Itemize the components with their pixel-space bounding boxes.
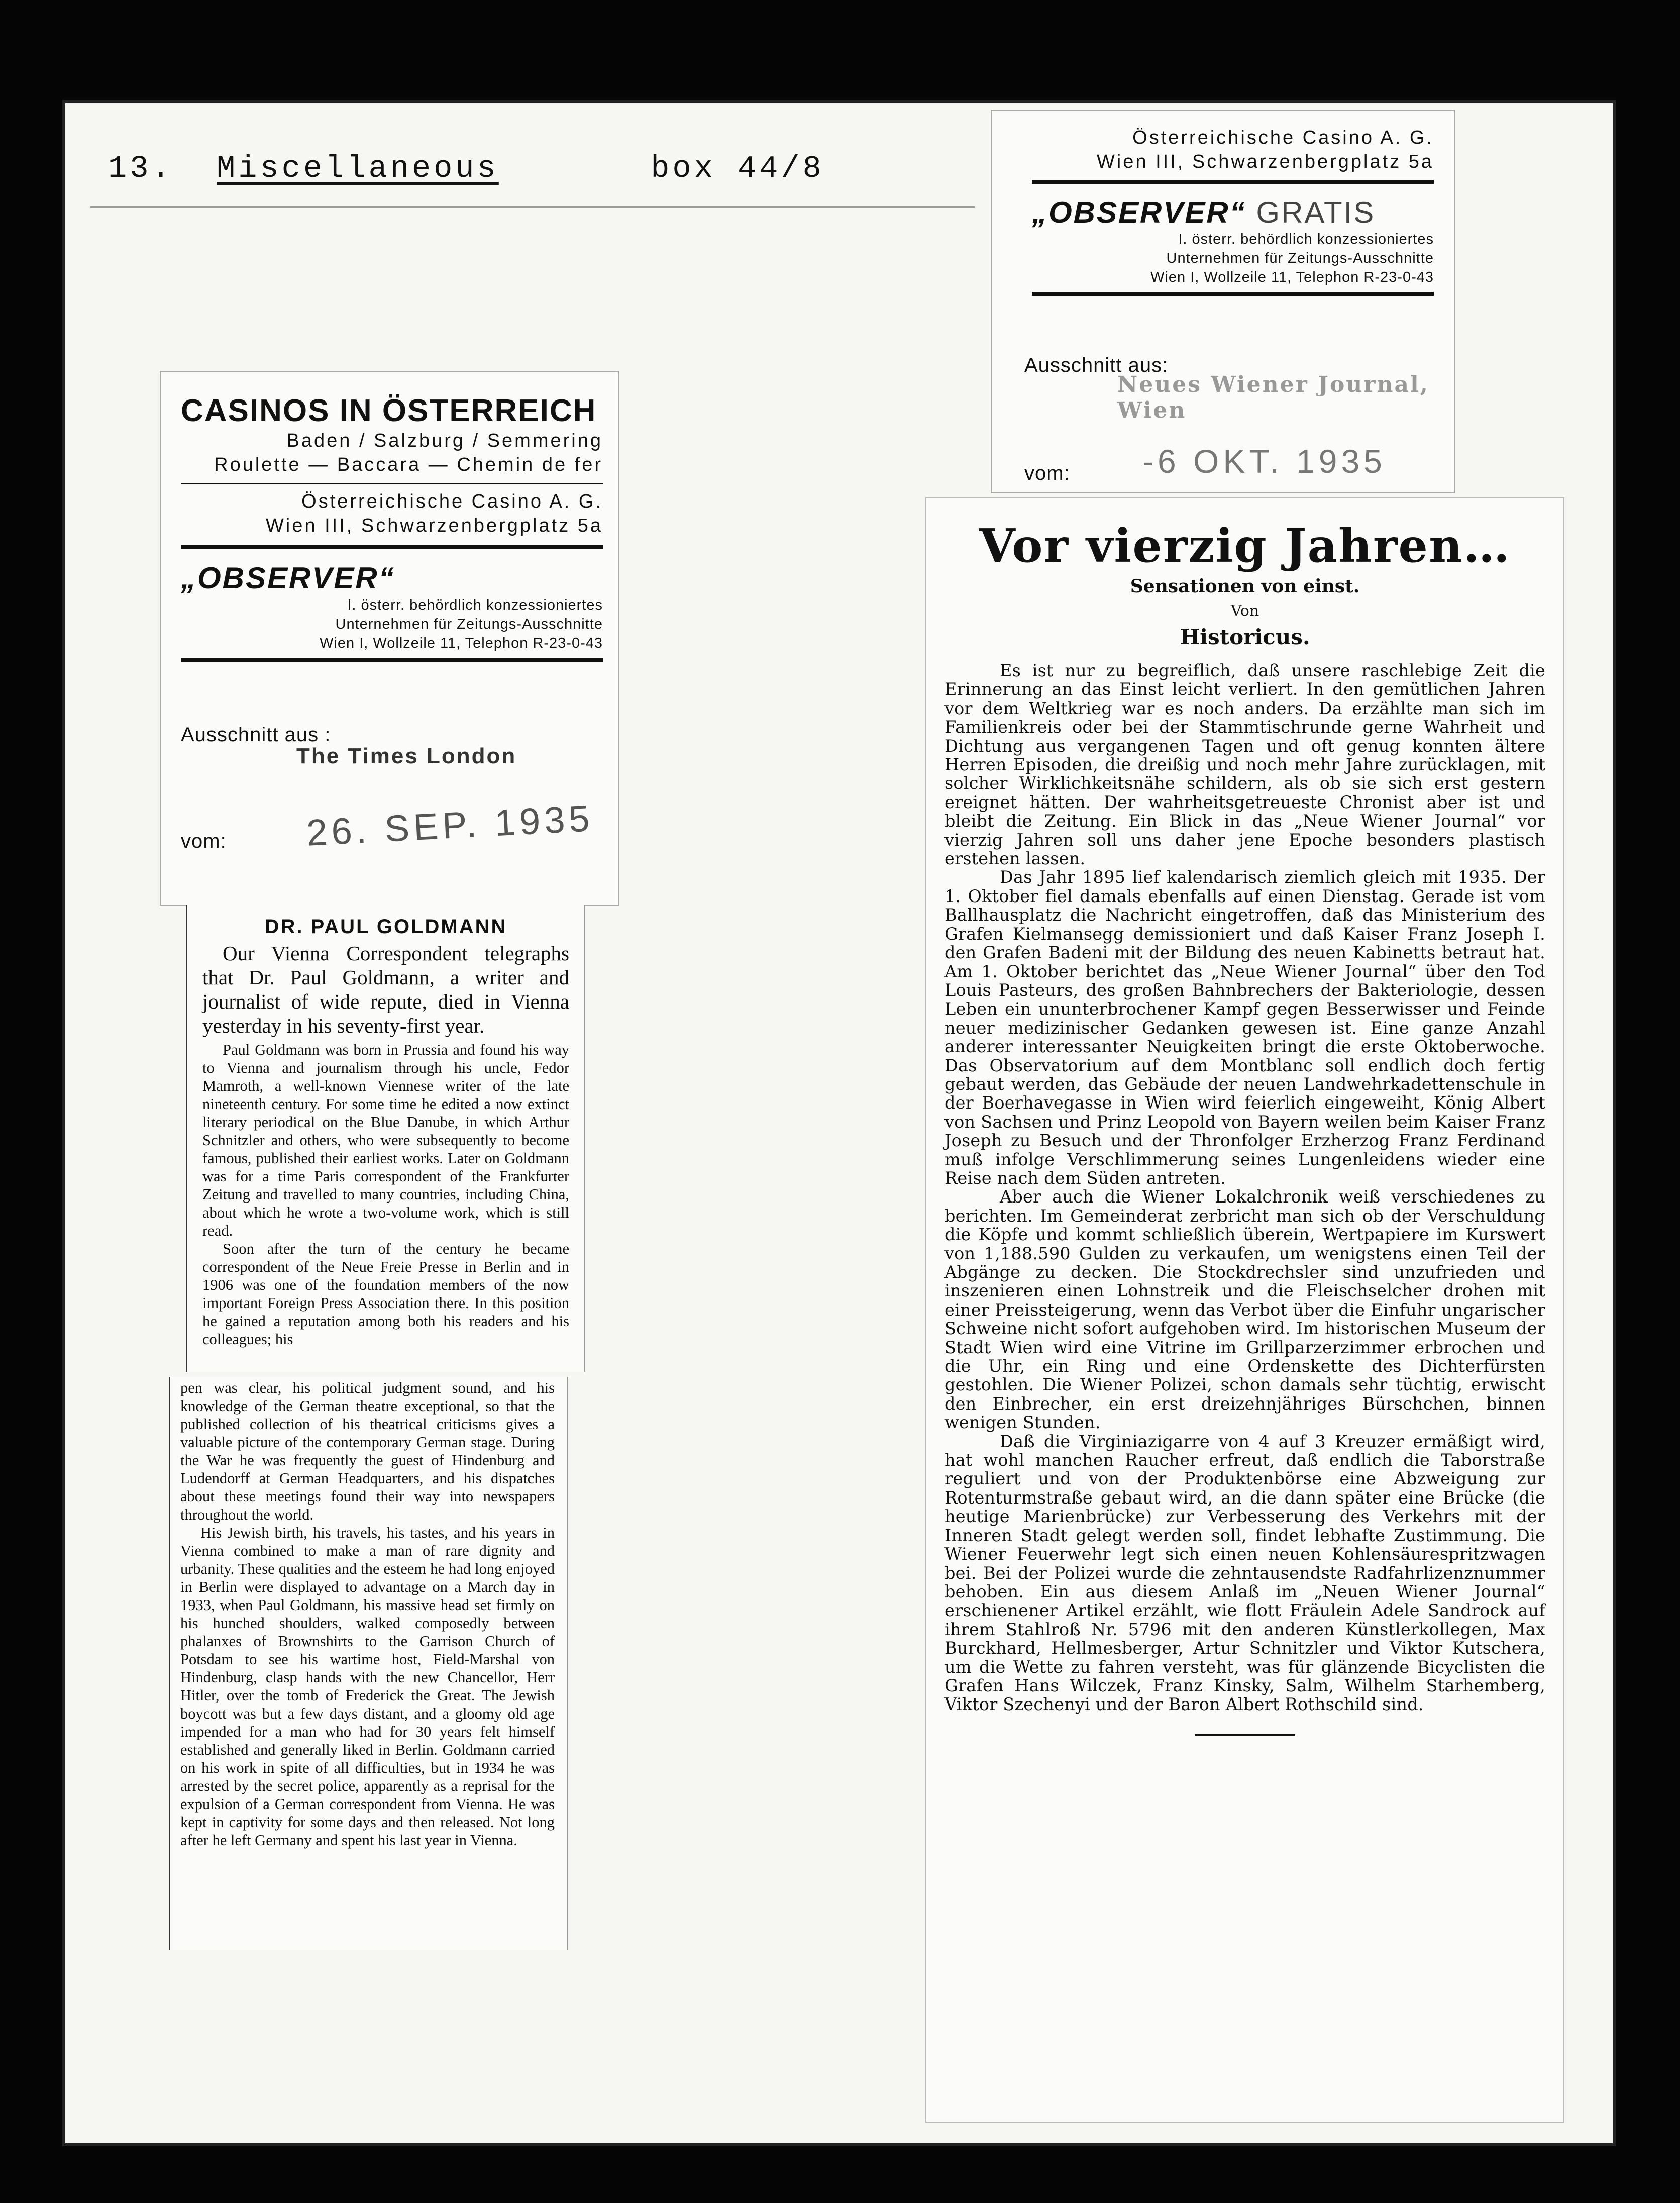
date-stamp: 26. SEP. 1935 xyxy=(305,797,595,854)
article-byline-von: Von xyxy=(1230,602,1259,620)
observer-line-2: Unternehmen für Zeitungs-Ausschnitte xyxy=(335,616,603,632)
article-paragraph: Es ist nur zu begreiflich, daß unsere raschlebige Zeit die Erinnerung an das Einst leicht verliert. In den gemütlichen Jahren vor dem Weltkrieg war es noch anders. Da erzählte man sich im Familienkreis oder bei der Stammtischrunde gerne Wahrheit und Dichtung aus vergangenen Tagen und oft genug konnten ältere Herren Episoden, die dreißig und noch mehr Jahre zurücklagen, mit solcher Wirklichkeitsnähe schildern, als ob sie sich erst gestern ereignet hätten. Der wahrheitsgetreueste Chronist aber ist und bleibt die Zeitung. Ein Blick in das „Neue Wiener Journal“ vor vierzig Jahren soll uns daher jene Epoche besonders plastisch erstehen lassen. xyxy=(944,661,1545,869)
article-title: DR. PAUL GOLDMANN xyxy=(264,916,507,938)
casinos-title: CASINOS IN ÖSTERREICH xyxy=(181,393,597,428)
english-obituary-clipping xyxy=(186,905,585,1372)
casino-games: Roulette — Baccara — Chemin de fer xyxy=(214,454,603,475)
vom-label: vom: xyxy=(1024,462,1070,484)
ausschnitt-label: Ausschnitt aus: xyxy=(1024,354,1169,376)
page-header xyxy=(108,151,824,186)
article-lead: Our Vienna Correspondent telegraphs that Dr. Paul Goldmann, a writer and journalist of wide repute, died in Vienna yesterday in his seventy-first year. xyxy=(202,942,569,1037)
company-name: Österreichische Casino A. G. xyxy=(1132,127,1434,148)
box-number: box 44/8 xyxy=(651,151,824,186)
stamp-divider-bottom xyxy=(181,658,603,662)
article-subtitle: Sensationen von einst. xyxy=(1130,576,1360,597)
article-author: Historicus. xyxy=(1180,625,1310,649)
stamp-divider-bottom xyxy=(1032,292,1434,296)
english-obituary-continuation xyxy=(169,1377,568,1950)
ausschnitt-label: Ausschnitt aus : xyxy=(181,724,331,746)
company-address: Wien III, Schwarzenbergplatz 5a xyxy=(265,515,603,536)
casino-locations: Baden / Salzburg / Semmering xyxy=(286,430,603,451)
source-stamp: The Times London xyxy=(296,744,517,768)
company-address: Wien III, Schwarzenbergplatz 5a xyxy=(1096,151,1434,172)
article-paragraph: Das Jahr 1895 lief kalendarisch ziemlich gleich mit 1935. Der 1. Oktober fiel damals ebenfalls auf einen Dienstag. Gerade ist vom Ballhausplatz die Nachricht eingetroffen, daß das Ministerium des Grafen Kielmansegg demissioniert und daß Kaiser Franz Joseph I. den Grafen Badeni mit der Bildung des neuen Kabinetts betraut hat. Am 1. Oktober berichtet das „Neue Wiener Journal“ über den Tod Louis Pasteurs, des großen Bahnbrechers der Bakteriologie, dessen Leben ein ununterbrochener Kampf gegen Besserwisser und Feinde neuer medizinischer Gedanken gewesen ist. Eine ganze Anzahl anderer interessanter Neuigkeiten bringt die erste Oktoberwoche. Das Observatorium auf dem Montblanc soll endlich doch fertig gebaut werden, das Gebäude der neuen Landwehrkadettenschule in der Boerhavegasse in Wien wird feierlich eingeweiht, König Albert von Sachsen und Prinz Leopold von Bayern weilen beim Kaiser Franz Joseph zu Besuch und der Thronfolger Erzherzog Franz Ferdinand muß infolge Verschlimmerung seines Lungenleidens wieder eine Reise nach dem Süden antreten. xyxy=(944,867,1545,1188)
gratis-stamp: GRATIS xyxy=(1256,195,1376,229)
header-rule xyxy=(90,206,975,208)
right-clipping-stamp xyxy=(991,110,1455,493)
left-clipping-stamp xyxy=(160,371,619,906)
article-paragraph: pen was clear, his political judgment sound, and his knowledge of the German theatre exceptional, so that the published collection of his theatrical criticisms gives a valuable picture of the contemporary German stage. During the War he was frequently the guest of Hindenburg and Ludendorff at German Headquarters, and his dispatches about these meetings found their way into newspapers throughout the world. xyxy=(180,1379,555,1523)
article-paragraph: Aber auch die Wiener Lokalchronik weiß verschiedenes zu berichten. Im Gemeinderat zerbricht man sich ob der Verschuldung die Köpfe und kommt schließlich überein, Wertpapiere im Kurswert von 1,188.590 Gulden zu verkaufen, um wenigstens einen Teil der Abgänge zu decken. Die Stockdrechsler sind unzufrieden und inszenieren einen Lohnstreik und die Fleischselcher drohen mit einer Preissteigerung, wenn das Verbot über die Einfuhr ungarischer Schweine nicht sofort aufgehoben wird. Im historischen Museum der Stadt Wien wird eine Vitrine im Grillparzerzimmer erbrochen und die Uhr, ein Ring und eine Ordenskette des Dichterfürsten gestohlen. Die Wiener Polizei, schon damals sehr tüchtig, erwischt den Einbrecher, ein erst dreizehnjähriges Bürschchen, binnen wenigen Stunden. xyxy=(944,1187,1545,1433)
observer-logo xyxy=(1032,195,1434,230)
stamp-divider-thick xyxy=(1032,180,1434,184)
observer-line-1: I. österr. behördlich konzessioniertes xyxy=(347,597,603,613)
observer-line-2: Unternehmen für Zeitungs-Ausschnitte xyxy=(1166,250,1434,266)
article-end-rule xyxy=(1195,1734,1295,1736)
observer-name: „OBSERVER“ xyxy=(1032,195,1246,229)
source-stamp: Neues Wiener Journal, Wien xyxy=(1117,372,1429,423)
observer-line-3: Wien I, Wollzeile 11, Telephon R-23-0-43 xyxy=(1150,269,1434,285)
article-paragraph: Paul Goldmann was born in Prussia and found his way to Vienna and journalism through his uncle, Fedor Mamroth, a well-known Viennese writer of the late nineteenth century. For some time he edited a now extinct literary periodical on the Blue Danube, in which Arthur Schnitzler and others, who were subsequently to become famous, published their earliest works. Later on Goldmann was for a time Paris correspondent of the Frankfurter Zeitung and travelled to many countries, including China, about which he wrote a two-volume work, which is still read. xyxy=(202,1041,569,1239)
article-paragraph: Soon after the turn of the century he became correspondent of the Neue Freie Presse in Berlin and in 1906 was one of the foundation members of the now important Foreign Press Association there. In this position he gained a reputation among both his readers and his colleagues; his xyxy=(202,1240,569,1348)
section-title: Miscellaneous xyxy=(217,151,499,186)
stamp-divider-thick xyxy=(181,545,603,549)
article-paragraph: Daß die Virginiazigarre von 4 auf 3 Kreuzer ermäßigt wird, hat wohl manchen Raucher erfreut, daß endlich die Taborstraße reguliert und von der Produktenbörse eine Abzweigung zur Rotenturmstraße gebaut wird, an die dann später eine Brücke (die heutige Marienbrücke) zur Verbesserung des Verkehrs mit der Inneren Stadt gelegt werden soll, findet lebhafte Zustimmung. Die Wiener Feuerwehr legt sich einen neuen Kohlensäurespritzwagen bei. Bei der Polizei wurde die zehntausendste Radfahrlizenznummer behoben. Ein aus diesem Anlaß im „Neuen Wiener Journal“ erschienener Artikel erzählt, wie flott Fräulein Adele Sandrock auf ihrem Stahlroß Nr. 5796 mit den anderen Künstlerkollegen, Max Burckhard, Hellmesberger, Artur Schnitzler und Viktor Kutschera, um die Wette zu fahren versteht, was für glänzende Bicyclisten die Grafen Hans Wilczek, Franz Kinsky, Salm, Wilhelm Starhemberg, Viktor Szechenyi und der Baron Albert Rothschild sind. xyxy=(944,1431,1545,1715)
date-stamp: -6 OKT. 1935 xyxy=(1142,443,1386,480)
article-body xyxy=(944,661,1545,1714)
observer-line-1: I. österr. behördlich konzessioniertes xyxy=(1178,231,1434,247)
article-paragraph: His Jewish birth, his travels, his tastes, and his years in Vienna combined to make a man of rare dignity and urbanity. These qualities and the esteem he had long enjoyed in Berlin were displayed to advantage on a March day in 1933, when Paul Goldmann, his massive head set firmly on his hunched shoulders, walked composedly between phalanxes of Brownshirts to the Garrison Church of Potsdam to see his wartime host, Field-Marshal von Hindenburg, clasp hands with the new Chancellor, Herr Hitler, over the tomb of Frederick the Great. The Jewish boycott was but a few days distant, and a gloomy old age impended for a man who had for 30 years felt himself established and generally liked in Berlin. Goldmann carried on his work in spite of all difficulties, but in 1934 he was arrested by the secret police, apparently as a reprisal for the expulsion of a German correspondent from Vienna. He was kept in captivity for some days and then released. Not long after he left Germany and spent his last year in Vienna. xyxy=(180,1524,555,1849)
vom-label: vom: xyxy=(181,830,227,852)
company-name: Österreichische Casino A. G. xyxy=(301,491,603,512)
observer-line-3: Wien I, Wollzeile 11, Telephon R-23-0-43 xyxy=(320,635,603,651)
observer-logo: „OBSERVER“ xyxy=(181,561,395,595)
section-number: 13. xyxy=(108,151,173,186)
article-title: Vor vierzig Jahren… xyxy=(979,519,1511,573)
stamp-divider xyxy=(181,483,603,484)
german-article-clipping xyxy=(925,497,1564,2123)
